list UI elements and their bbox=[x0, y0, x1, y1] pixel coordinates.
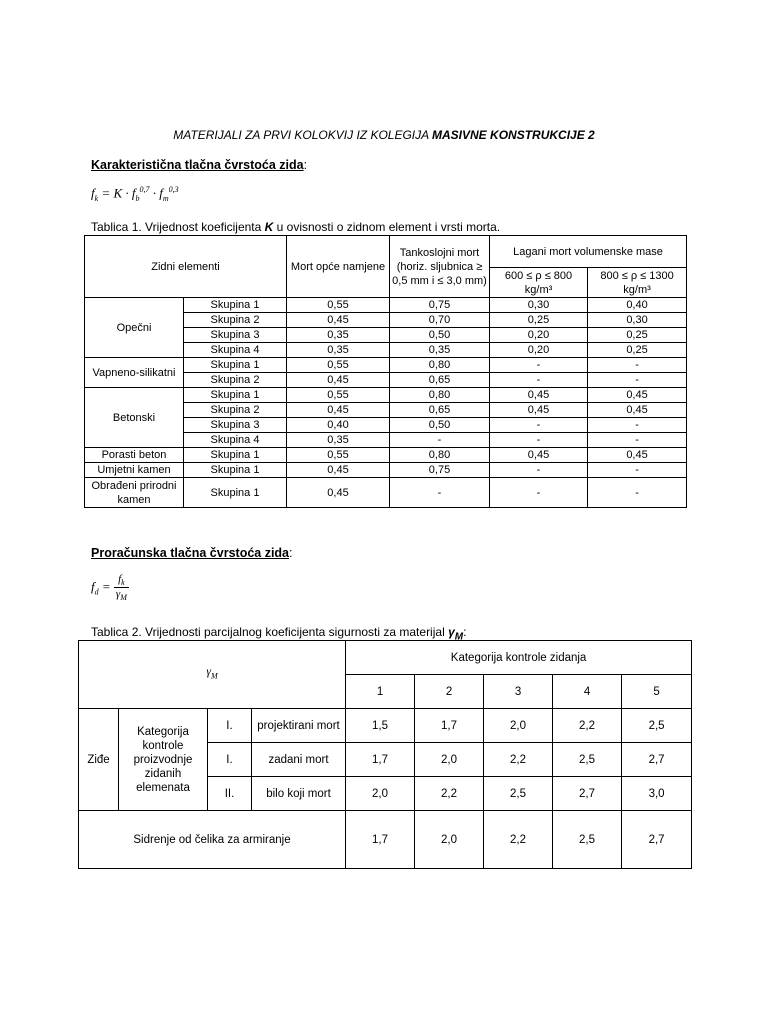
table2-zide: Ziđe bbox=[79, 709, 119, 811]
table1-cell-lagani-600: 0,45 bbox=[490, 448, 588, 463]
table1-cell-mort-opce: 0,45 bbox=[287, 313, 390, 328]
formula-fm-exp: 0,3 bbox=[168, 185, 179, 194]
table2-value: 2,5 bbox=[553, 811, 622, 869]
table1-cell-skupina: Skupina 2 bbox=[184, 373, 287, 388]
table1-header-lagani-600: 600 ≤ ρ ≤ 800 kg/m³ bbox=[490, 268, 588, 298]
section1-colon: : bbox=[303, 158, 308, 172]
table2-row-sidrenje bbox=[79, 811, 692, 869]
table2-value: 2,7 bbox=[622, 743, 692, 777]
table1-cell-lagani-800: - bbox=[588, 373, 687, 388]
table1-cell-skupina: Skupina 4 bbox=[184, 433, 287, 448]
table1-group-name: Obrađeni prirodni kamen bbox=[85, 478, 184, 508]
table1-cell-tankoslojni: 0,75 bbox=[390, 298, 490, 313]
table2-caption-post: : bbox=[463, 625, 467, 639]
table2-mort: zadani mort bbox=[252, 743, 346, 777]
table2-category-number: 4 bbox=[553, 675, 622, 709]
table1-cell-tankoslojni: 0,80 bbox=[390, 448, 490, 463]
table1-cell-mort-opce: 0,45 bbox=[287, 403, 390, 418]
table1-cell-skupina: Skupina 1 bbox=[184, 298, 287, 313]
table1-cell-skupina: Skupina 1 bbox=[184, 463, 287, 478]
table2-value: 2,5 bbox=[622, 709, 692, 743]
table1-cell-lagani-800: - bbox=[588, 358, 687, 373]
formula-fd-eq: = bbox=[98, 578, 114, 594]
formula-fb-exp: 0,7 bbox=[139, 185, 150, 194]
table2-caption-pre: Tablica 2. Vrijednosti parcijalnog koeficijenta sigurnosti za materijal bbox=[91, 625, 449, 639]
table1-cell-lagani-800: 0,25 bbox=[588, 328, 687, 343]
formula-fd-sub: d bbox=[94, 587, 99, 597]
table2-caption-gamma: γ bbox=[448, 625, 455, 639]
table1-header-lagani-800: 800 ≤ ρ ≤ 1300 kg/m³ bbox=[588, 268, 687, 298]
table2-category-header: Kategorija kontrole zidanja bbox=[346, 641, 692, 675]
table1-cell-tankoslojni: 0,65 bbox=[390, 403, 490, 418]
table2-value: 2,5 bbox=[484, 777, 553, 811]
table1-row bbox=[85, 358, 687, 373]
formula-fk-lhs: f bbox=[91, 185, 95, 201]
table1-cell-skupina: Skupina 2 bbox=[184, 313, 287, 328]
table1-row bbox=[85, 463, 687, 478]
formula-fm: · f bbox=[149, 185, 163, 201]
table1-cell-lagani-600: 0,30 bbox=[490, 298, 588, 313]
table1-cell-lagani-800: 0,45 bbox=[588, 388, 687, 403]
table1-cell-mort-opce: 0,55 bbox=[287, 358, 390, 373]
table1-cell-mort-opce: 0,45 bbox=[287, 373, 390, 388]
table2-category-number: 2 bbox=[415, 675, 484, 709]
title-course: MASIVNE KONSTRUKCIJE 2 bbox=[432, 128, 595, 142]
table2-row bbox=[79, 709, 692, 743]
table1-cell-mort-opce: 0,35 bbox=[287, 328, 390, 343]
table1-cell-lagani-800: - bbox=[588, 463, 687, 478]
table2-class: II. bbox=[208, 777, 252, 811]
formula-fd-num-sub: k bbox=[121, 578, 125, 588]
table2-mort: bilo koji mort bbox=[252, 777, 346, 811]
table2-value: 1,5 bbox=[346, 709, 415, 743]
table2-category-number: 3 bbox=[484, 675, 553, 709]
table1-group-name: Opečni bbox=[85, 298, 184, 358]
table1-header-tankoslojni: Tankoslojni mort (horiz. sljubnica ≥ 0,5 mm i ≤ 3,0 mm) bbox=[390, 236, 490, 298]
table1-cell-lagani-800: 0,25 bbox=[588, 343, 687, 358]
table2-value: 2,2 bbox=[484, 811, 553, 869]
table2-value: 2,5 bbox=[553, 743, 622, 777]
table1-cell-mort-opce: 0,55 bbox=[287, 388, 390, 403]
formula-fd-fraction bbox=[114, 573, 129, 602]
table1-cell-lagani-600: - bbox=[490, 418, 588, 433]
table1 bbox=[84, 235, 687, 508]
table1-cell-tankoslojni: - bbox=[390, 478, 490, 508]
table2-value: 2,0 bbox=[415, 743, 484, 777]
table1-cell-lagani-800: 0,45 bbox=[588, 448, 687, 463]
formula-fd-num: f bbox=[118, 573, 122, 585]
table2-value: 2,0 bbox=[346, 777, 415, 811]
section2-heading-line bbox=[91, 544, 293, 562]
section1-heading-line bbox=[91, 156, 307, 174]
table1-cell-mort-opce: 0,55 bbox=[287, 298, 390, 313]
table1-cell-tankoslojni: 0,70 bbox=[390, 313, 490, 328]
table2-value: 2,7 bbox=[553, 777, 622, 811]
table1-cell-lagani-800: - bbox=[588, 478, 687, 508]
table1-cell-mort-opce: 0,35 bbox=[287, 343, 390, 358]
title-prefix: MATERIJALI ZA PRVI KOLOKVIJ IZ KOLEGIJA bbox=[173, 128, 433, 142]
table1-cell-lagani-600: - bbox=[490, 433, 588, 448]
table1-group-name: Vapneno-silikatni bbox=[85, 358, 184, 388]
table2 bbox=[78, 640, 692, 869]
formula-fm-sub: m bbox=[162, 193, 169, 203]
table2-gamma-header bbox=[79, 641, 346, 709]
table2-value: 3,0 bbox=[622, 777, 692, 811]
table1-cell-tankoslojni: 0,80 bbox=[390, 358, 490, 373]
table1-cell-lagani-600: - bbox=[490, 463, 588, 478]
formula-fk-lhs-sub: k bbox=[94, 193, 99, 203]
table1-cell-tankoslojni: 0,50 bbox=[390, 328, 490, 343]
table1-header-lagani: Lagani mort volumenske mase bbox=[490, 236, 687, 268]
formula-fd-lhs: f bbox=[91, 578, 95, 594]
formula-fk-k-fb: = K · f bbox=[98, 185, 136, 201]
table2-caption-gamma-sub: M bbox=[454, 631, 464, 643]
table1-cell-mort-opce: 0,55 bbox=[287, 448, 390, 463]
table1-caption-post: u ovisnosti o zidnom element i vrsti morta. bbox=[273, 220, 501, 234]
table1-cell-lagani-600: 0,20 bbox=[490, 343, 588, 358]
table1-cell-tankoslojni: 0,75 bbox=[390, 463, 490, 478]
formula-fd-den-sub: M bbox=[120, 593, 127, 603]
table2-gamma-sub: M bbox=[210, 671, 218, 681]
table1-cell-mort-opce: 0,40 bbox=[287, 418, 390, 433]
table1-cell-mort-opce: 0,45 bbox=[287, 463, 390, 478]
table1-header-mort-opce: Mort opće namjene bbox=[287, 236, 390, 298]
table2-value: 2,2 bbox=[415, 777, 484, 811]
table1-cell-skupina: Skupina 1 bbox=[184, 388, 287, 403]
table1-cell-lagani-800: 0,30 bbox=[588, 313, 687, 328]
document-title bbox=[0, 128, 768, 142]
table1-cell-lagani-600: 0,45 bbox=[490, 388, 588, 403]
table2-sidrenje-label: Sidrenje od čelika za armiranje bbox=[79, 811, 346, 869]
table1-cell-lagani-800: - bbox=[588, 418, 687, 433]
table1-caption bbox=[91, 220, 500, 234]
table1-cell-skupina: Skupina 3 bbox=[184, 418, 287, 433]
section2-colon: : bbox=[289, 546, 293, 560]
table1-cell-mort-opce: 0,45 bbox=[287, 478, 390, 508]
table1-cell-tankoslojni: 0,35 bbox=[390, 343, 490, 358]
table1-row bbox=[85, 448, 687, 463]
table1-row bbox=[85, 478, 687, 508]
table2-value: 2,7 bbox=[622, 811, 692, 869]
table1-caption-pre: Tablica 1. Vrijednost koeficijenta bbox=[91, 220, 265, 234]
table2-category-number: 1 bbox=[346, 675, 415, 709]
table2-value: 2,0 bbox=[484, 709, 553, 743]
table2-class: I. bbox=[208, 743, 252, 777]
table1-cell-skupina: Skupina 4 bbox=[184, 343, 287, 358]
table1-group-name: Porasti beton bbox=[85, 448, 184, 463]
table1-cell-lagani-600: 0,25 bbox=[490, 313, 588, 328]
table1-caption-k: K bbox=[264, 220, 274, 234]
table2-kategorija-elemenata: Kategorija kontrole proizvodnje zidanih elemenata bbox=[119, 709, 208, 811]
table2-value: 1,7 bbox=[346, 743, 415, 777]
table1-cell-lagani-600: 0,45 bbox=[490, 403, 588, 418]
table1-row bbox=[85, 388, 687, 403]
formula-fk bbox=[91, 185, 179, 203]
table1-cell-skupina: Skupina 2 bbox=[184, 403, 287, 418]
section2-heading: Proračunska tlačna čvrstoća zida bbox=[91, 546, 290, 560]
table1-cell-tankoslojni: 0,50 bbox=[390, 418, 490, 433]
table2-value: 1,7 bbox=[415, 709, 484, 743]
table2-gamma: γ bbox=[206, 666, 211, 679]
table2-value: 2,2 bbox=[553, 709, 622, 743]
table1-cell-lagani-600: - bbox=[490, 358, 588, 373]
formula-fd-den: γ bbox=[115, 588, 121, 601]
table1-group-name: Betonski bbox=[85, 388, 184, 448]
table2-mort: projektirani mort bbox=[252, 709, 346, 743]
formula-fb-sub: b bbox=[135, 193, 140, 203]
table2-value: 1,7 bbox=[346, 811, 415, 869]
table1-cell-lagani-800: - bbox=[588, 433, 687, 448]
table1-group-name: Umjetni kamen bbox=[85, 463, 184, 478]
table2-value: 2,2 bbox=[484, 743, 553, 777]
section1-heading: Karakteristična tlačna čvrstoća zida bbox=[91, 158, 304, 172]
table1-cell-skupina: Skupina 3 bbox=[184, 328, 287, 343]
table1-cell-lagani-600: 0,20 bbox=[490, 328, 588, 343]
table1-cell-lagani-600: - bbox=[490, 373, 588, 388]
table1-cell-tankoslojni: - bbox=[390, 433, 490, 448]
table1-row bbox=[85, 298, 687, 313]
table1-cell-skupina: Skupina 1 bbox=[184, 358, 287, 373]
table1-cell-tankoslojni: 0,80 bbox=[390, 388, 490, 403]
table1-cell-mort-opce: 0,35 bbox=[287, 433, 390, 448]
formula-fd bbox=[91, 573, 129, 602]
table1-cell-skupina: Skupina 1 bbox=[184, 478, 287, 508]
table1-cell-skupina: Skupina 1 bbox=[184, 448, 287, 463]
table1-cell-lagani-800: 0,40 bbox=[588, 298, 687, 313]
table2-value: 2,0 bbox=[415, 811, 484, 869]
table1-cell-lagani-800: 0,45 bbox=[588, 403, 687, 418]
table1-cell-tankoslojni: 0,65 bbox=[390, 373, 490, 388]
table2-class: I. bbox=[208, 709, 252, 743]
table2-category-number: 5 bbox=[622, 675, 692, 709]
table1-cell-lagani-600: - bbox=[490, 478, 588, 508]
table1-header-zidni: Zidni elementi bbox=[85, 236, 287, 298]
